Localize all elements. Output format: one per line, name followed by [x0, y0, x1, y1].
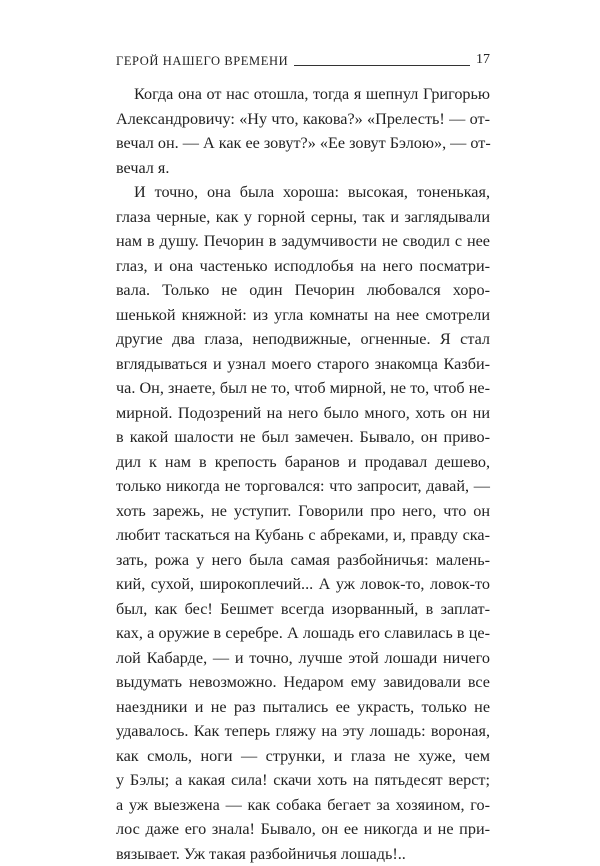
text-line: Александровичу: «Ну что, какова?» «Прелесть! — от-	[116, 107, 490, 132]
text-line: удавалось. Как теперь гляжу на эту лошадь: вороная,	[116, 719, 490, 744]
text-line: вала. Только не один Печорин любовался хоро-	[116, 278, 490, 303]
text-line: мирной. Подозрений на него было много, хоть он ни	[116, 401, 490, 426]
text-line: вязывает. Уж такая разбойничья лошадь!..	[116, 842, 490, 866]
text-line: лой Кабарде, — и точно, лучше этой лошади ничего	[116, 646, 490, 671]
text-line: хоть зарежь, не уступит. Говорили про него, что он	[116, 499, 490, 524]
running-header-title: ГЕРОЙ НАШЕГО ВРЕМЕНИ	[116, 55, 288, 69]
text-line: вглядываться и узнал моего старого знакомца Казби-	[116, 352, 490, 377]
text-line: лос даже его знала! Бывало, он ее никогда и не при-	[116, 817, 490, 842]
text-line: был, как бес! Бешмет всегда изорванный, в заплат-	[116, 597, 490, 622]
text-line: как смоль, ноги — струнки, и глаза не хуже, чем	[116, 744, 490, 769]
text-line: а уж выезжена — как собака бегает за хозяином, го-	[116, 793, 490, 818]
book-page	[116, 38, 490, 738]
text-line: глаза черные, как у горной серны, так и заглядывали	[116, 205, 490, 230]
text-line: кий, сухой, широкоплечий... А уж ловок-то, ловок-то	[116, 572, 490, 597]
page-number: 17	[476, 53, 490, 68]
text-line: шенькой княжной: из угла комнаты на нее смотрели	[116, 303, 490, 328]
paragraph-1	[116, 82, 490, 180]
text-line: только никогда не торговался: что запросит, давай, —	[116, 474, 490, 499]
text-line: Когда она от нас отошла, тогда я шепнул Григорью	[116, 82, 490, 107]
text-line: другие два глаза, неподвижные, огненные. Я стал	[116, 327, 490, 352]
text-line: выдумать невозможно. Недаром ему завидовали все	[116, 670, 490, 695]
text-line: ках, а оружие в серебре. А лошадь его славилась в це-	[116, 621, 490, 646]
text-line: вечал я.	[116, 156, 490, 181]
running-header	[116, 46, 490, 68]
text-line: зать, рожа у него была самая разбойничья: малень-	[116, 548, 490, 573]
text-line: ча. Он, знаете, был не то, чтоб мирной, не то, чтоб не-	[116, 376, 490, 401]
text-line: наездники и не раз пытались ее украсть, только не	[116, 695, 490, 720]
text-line: вечал он. — А как ее зовут?» «Ее зовут Бэлою», — от-	[116, 131, 490, 156]
text-line: дил к нам в крепость баранов и продавал дешево,	[116, 450, 490, 475]
text-line: глаз, и она частенько исподлобья на него посматри-	[116, 254, 490, 279]
text-line: у Бэлы; а какая сила! скачи хоть на пятьдесят верст;	[116, 768, 490, 793]
paragraph-2	[116, 180, 490, 866]
text-line: И точно, она была хороша: высокая, тоненькая,	[116, 180, 490, 205]
text-line: в какой шалости не был замечен. Бывало, он приво-	[116, 425, 490, 450]
text-line: нам в душу. Печорин в задумчивости не сводил с нее	[116, 229, 490, 254]
body-text	[116, 82, 490, 866]
text-line: любит таскаться на Кубань с абреками, и, правду ска-	[116, 523, 490, 548]
header-rule	[294, 65, 470, 66]
